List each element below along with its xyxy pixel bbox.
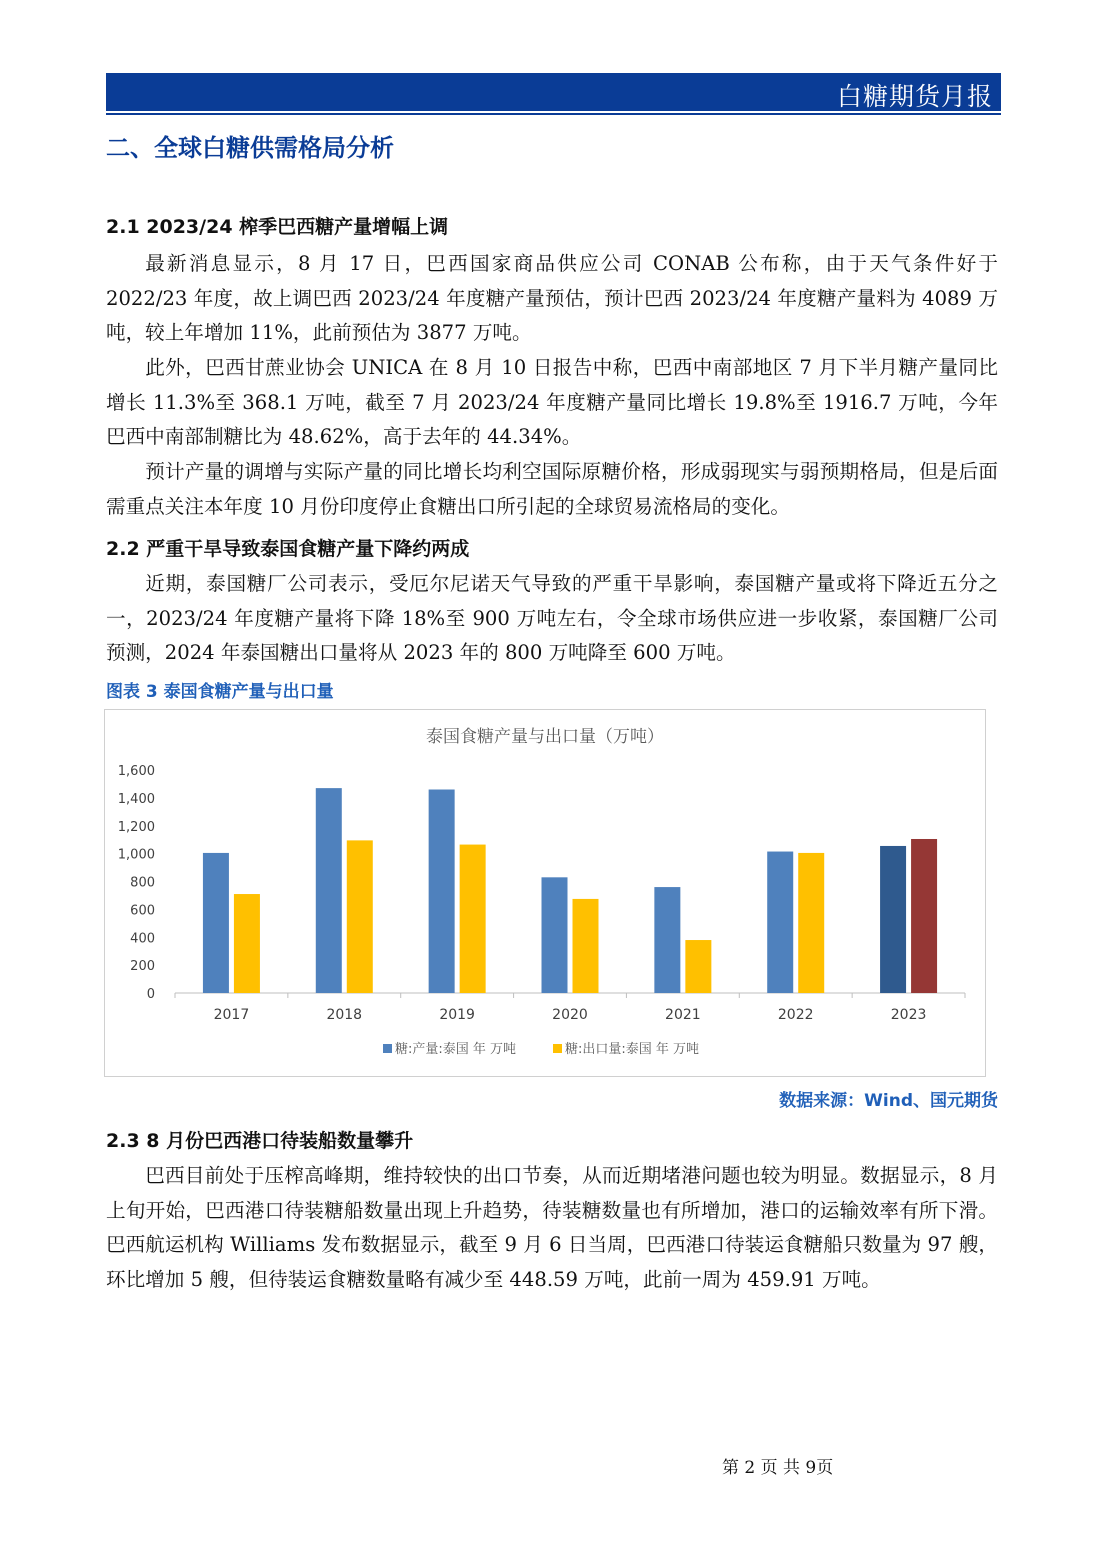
- bar-production: [203, 853, 229, 993]
- x-tick-label: 2023: [890, 1007, 927, 1023]
- section-title: 二、全球白糖供需格局分析: [106, 134, 394, 162]
- paragraph-2-1-a: 最新消息显示，8 月 17 日，巴西国家商品供应公司 CONAB 公布称，由于天气条件好于 2022/23 年度，故上调巴西 2023/24 年度糖产量预估，预计巴西 2023/24 年度糖产量料为 4089 万吨，较上年增加 11%，此前预估为 3877 万吨。: [106, 252, 998, 344]
- y-tick-label: 400: [130, 931, 155, 947]
- paragraph-2-1-b: 此外，巴西甘蔗业协会 UNICA 在 8 月 10 日报告中称，巴西中南部地区 7 月下半月糖产量同比增长 11.3%至 368.1 万吨，截至 7 月 2023/24 年度糖产量同比增长 19.8%至 1916.7 万吨，今年巴西中南部制糖比为 48.62%，高于去年的 44.34%。: [106, 356, 998, 448]
- bar-export: [234, 894, 260, 993]
- x-tick-label: 2022: [777, 1007, 814, 1023]
- chart-container: [104, 709, 986, 1077]
- y-tick-label: 800: [130, 875, 155, 891]
- y-tick-label: 1,400: [117, 791, 155, 807]
- bar-chart: [105, 710, 985, 1076]
- x-tick-label: 2018: [326, 1007, 363, 1023]
- bar-production: [880, 846, 906, 993]
- bar-production: [316, 788, 342, 993]
- heading-2-1: 2.1 2023/24 榨季巴西糖产量增幅上调: [106, 216, 449, 238]
- paragraph-2-3: 巴西目前处于压榨高峰期，维持较快的出口节奏，从而近期堵港问题也较为明显。数据显示，8 月上旬开始，巴西港口待装糖船数量出现上升趋势，待装糖数量也有所增加，港口的运输效率有所下滑。巴西航运机构 Williams 发布数据显示，截至 9 月 6 日当周，巴西港口待装运食糖船只数量为 97 艘，环比增加 5 艘，但待装运食糖数量略有减少至 448.59 万吨，此前一周为 459.91 万吨。: [106, 1164, 998, 1291]
- paragraph-2-1-c: 预计产量的调增与实际产量的同比增长均利空国际原糖价格，形成弱现实与弱预期格局，但是后面需重点关注本年度 10 月份印度停止食糖出口所引起的全球贸易流格局的变化。: [106, 460, 998, 518]
- legend-swatch: [383, 1044, 392, 1053]
- bar-export: [911, 839, 937, 993]
- data-source: 数据来源：Wind、国元期货: [779, 1091, 998, 1111]
- y-tick-label: 600: [130, 903, 155, 919]
- bar-production: [767, 852, 793, 993]
- bar-export: [460, 845, 486, 993]
- bar-production: [654, 887, 680, 993]
- header-divider: [106, 113, 1001, 115]
- bar-export: [685, 940, 711, 993]
- y-tick-label: 1,200: [117, 819, 155, 835]
- x-tick-label: 2021: [665, 1007, 701, 1023]
- bar-export: [798, 853, 824, 993]
- x-tick-label: 2017: [213, 1007, 250, 1023]
- bar-production: [542, 877, 568, 993]
- header-title: 白糖期货月报: [836, 82, 993, 111]
- chart-title: 泰国食糖产量与出口量（万吨）: [426, 727, 664, 747]
- bar-export: [573, 899, 599, 993]
- page-number: 第 2 页 共 9页: [722, 1458, 834, 1478]
- x-tick-label: 2019: [439, 1007, 475, 1023]
- y-tick-label: 200: [130, 959, 155, 975]
- heading-2-3: 2.3 8 月份巴西港口待装船数量攀升: [106, 1130, 414, 1152]
- bar-production: [429, 790, 455, 993]
- bar-export: [347, 840, 373, 993]
- y-tick-label: 1,600: [117, 764, 155, 779]
- legend-label: 糖:产量:泰国 年 万吨: [395, 1042, 517, 1057]
- figure-caption: 图表 3 泰国食糖产量与出口量: [106, 682, 334, 702]
- x-tick-label: 2020: [552, 1007, 588, 1023]
- y-tick-label: 0: [146, 987, 155, 1002]
- y-tick-label: 1,000: [117, 847, 155, 863]
- paragraph-2-2: 近期，泰国糖厂公司表示，受厄尔尼诺天气导致的严重干旱影响，泰国糖产量或将下降近五分之一，2023/24 年度糖产量将下降 18%至 900 万吨左右，令全球市场供应进一步收紧，泰国糖厂公司预测，2024 年泰国糖出口量将从 2023 年的 800 万吨降至 600 万吨。: [106, 572, 998, 664]
- legend-label: 糖:出口量:泰国 年 万吨: [565, 1042, 700, 1057]
- heading-2-2: 2.2 严重干旱导致泰国食糖产量下降约两成: [106, 538, 470, 560]
- header-bar: [106, 73, 1001, 111]
- legend-swatch: [553, 1044, 562, 1053]
